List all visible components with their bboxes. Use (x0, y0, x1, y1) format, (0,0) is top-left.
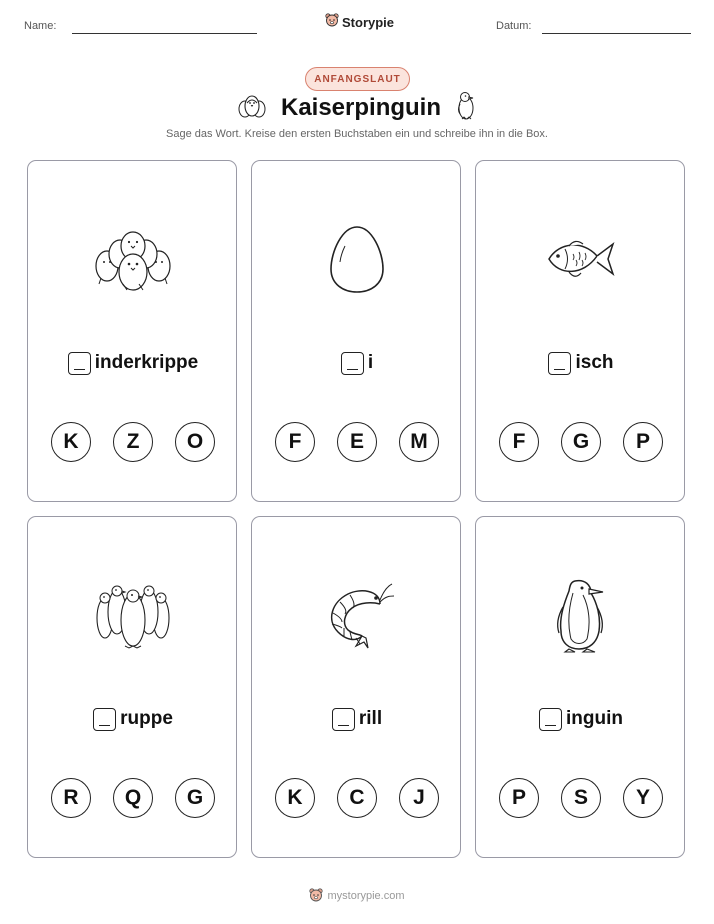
word-card (27, 160, 237, 502)
letter-option[interactable]: M (399, 422, 439, 462)
answer-box[interactable] (332, 708, 355, 731)
penguin-chicks-icon (93, 224, 173, 299)
word-row (476, 705, 686, 733)
footer (0, 886, 714, 906)
card-image (476, 572, 686, 662)
answer-box[interactable] (548, 352, 571, 375)
shrimp-icon (320, 580, 394, 655)
card-image (252, 216, 462, 306)
word-card (475, 160, 685, 502)
egg-icon (327, 224, 387, 299)
card-image (252, 572, 462, 662)
letter-option[interactable]: F (499, 422, 539, 462)
letter-option[interactable]: O (175, 422, 215, 462)
letter-option[interactable]: J (399, 778, 439, 818)
title-row (0, 90, 714, 126)
card-image (28, 572, 238, 662)
word-row (476, 349, 686, 377)
letter-option[interactable]: S (561, 778, 601, 818)
card-image (28, 216, 238, 306)
letter-options (252, 422, 462, 464)
footer-url[interactable]: mystorypie.com (327, 890, 405, 902)
penguin-family-icon (237, 93, 267, 124)
word-row (28, 349, 238, 377)
word-card (27, 516, 237, 858)
worksheet-header (0, 0, 714, 50)
letter-option[interactable]: Y (623, 778, 663, 818)
topic-badge: ANFANGSLAUT (305, 67, 410, 91)
word-ending: rill (358, 708, 383, 729)
letter-options (476, 778, 686, 820)
letter-options (28, 778, 238, 820)
letter-option[interactable]: P (623, 422, 663, 462)
brand-name: Storypie (342, 15, 395, 30)
instructions: Sage das Wort. Kreise den ersten Buchstaben ein und schreibe ihn in die Box. (166, 128, 548, 140)
name-label: Name: (24, 20, 57, 32)
date-field[interactable] (542, 33, 691, 34)
letter-options (476, 422, 686, 464)
answer-box[interactable] (68, 352, 91, 375)
bear-icon (309, 888, 323, 905)
penguin-icon (553, 577, 609, 658)
word-row (252, 349, 462, 377)
letter-option[interactable]: C (337, 778, 377, 818)
word-card (475, 516, 685, 858)
letter-option[interactable]: R (51, 778, 91, 818)
word-card (251, 516, 461, 858)
word-ending: inderkrippe (94, 352, 199, 373)
card-image (476, 216, 686, 306)
penguin-group-icon (95, 580, 171, 655)
fish-icon (545, 234, 617, 289)
letter-option[interactable]: K (275, 778, 315, 818)
answer-box[interactable] (341, 352, 364, 375)
letter-option[interactable]: G (175, 778, 215, 818)
page-title: Kaiserpinguin (280, 94, 442, 121)
card-grid (27, 160, 687, 860)
letter-option[interactable]: P (499, 778, 539, 818)
word-row (252, 705, 462, 733)
word-ending: i (367, 352, 374, 373)
answer-box[interactable] (93, 708, 116, 731)
letter-option[interactable]: E (337, 422, 377, 462)
letter-option[interactable]: Z (113, 422, 153, 462)
bear-icon (325, 13, 339, 32)
emperor-penguin-icon (455, 91, 477, 126)
word-ending: inguin (566, 708, 623, 729)
letter-option[interactable]: K (51, 422, 91, 462)
brand-logo (325, 13, 394, 32)
word-card (251, 160, 461, 502)
letter-option[interactable]: Q (113, 778, 153, 818)
answer-box[interactable] (539, 708, 562, 731)
date-label: Datum: (496, 20, 532, 32)
letter-option[interactable]: F (275, 422, 315, 462)
word-ending: ruppe (120, 708, 173, 729)
letter-options (28, 422, 238, 464)
word-row (28, 705, 238, 733)
word-ending: isch (575, 352, 614, 373)
letter-options (252, 778, 462, 820)
name-field[interactable] (72, 33, 257, 34)
letter-option[interactable]: G (561, 422, 601, 462)
